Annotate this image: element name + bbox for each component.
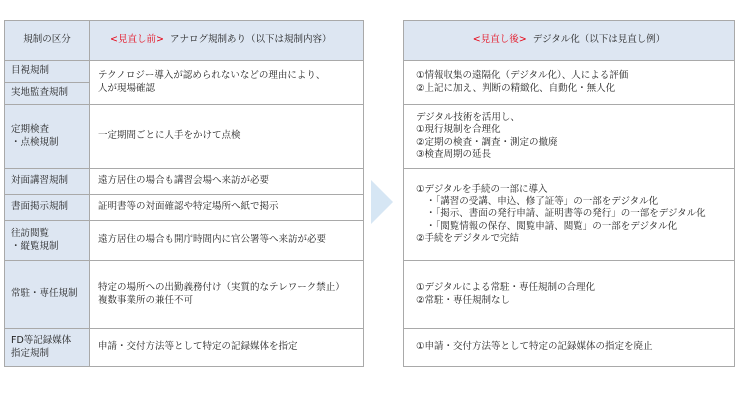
after-cell bbox=[404, 261, 735, 329]
after-line: ②手続をデジタルで完結 bbox=[416, 233, 519, 245]
after-line: ②定期の検査・調査・測定の撤廃 bbox=[416, 136, 558, 148]
after-line: ③検査周期の延長 bbox=[416, 148, 492, 160]
content-cell bbox=[90, 61, 364, 105]
after-line: ①現行規制を合理化 bbox=[416, 124, 501, 136]
content-line: 人が現場確認 bbox=[98, 82, 156, 94]
after-cell: ①申請・交付方法等として特定の記録媒体の指定を廃止 bbox=[404, 329, 735, 367]
category-cell: 常駐・専任規制 bbox=[5, 261, 90, 329]
category-header: 規制の区分 bbox=[5, 21, 90, 61]
before-tag: <見直し前> bbox=[110, 34, 164, 46]
after-line: ②常駐・専任規制なし bbox=[416, 294, 511, 306]
category-cell: 対面講習規制 bbox=[5, 169, 90, 195]
content-line: テクノロジー導入が認められないなどの理由により、 bbox=[98, 70, 326, 82]
after-header-text: デジタル化（以下は見直し例） bbox=[532, 34, 666, 46]
category-cell: 書面掲示規制 bbox=[5, 195, 90, 221]
category-line: 指定規制 bbox=[11, 347, 50, 359]
content-cell: 遠方居住の場合も講習会場へ来訪が必要 bbox=[90, 169, 364, 195]
content-line: 複数事業所の兼任不可 bbox=[98, 294, 194, 306]
category-cell bbox=[5, 221, 90, 261]
after-line: ①デジタルによる常駐・専任規制の合理化 bbox=[416, 282, 595, 294]
category-cell bbox=[5, 329, 90, 367]
after-table bbox=[403, 20, 735, 367]
after-tag: <見直し後> bbox=[472, 34, 527, 46]
after-header bbox=[404, 21, 735, 61]
category-cell: 目視規制 bbox=[5, 61, 90, 83]
content-cell: 遠方居住の場合も開庁時間内に官公署等へ来訪が必要 bbox=[90, 221, 364, 261]
after-sub-line: ・「閲覧情報の保存、閲覧申請、閲覧」の一部をデジタル化 bbox=[426, 220, 678, 232]
category-cell bbox=[5, 105, 90, 169]
category-line: 定期検査 bbox=[11, 124, 50, 136]
arrow-right-icon bbox=[371, 180, 393, 224]
content-line: 特定の場所への出勤義務付け（実質的なテレワーク禁止） bbox=[98, 282, 345, 294]
after-sub-line: ・「掲示、書面の発行申請、証明書等の発行」の一部をデジタル化 bbox=[426, 208, 706, 220]
after-cell bbox=[404, 61, 735, 105]
after-line: ②上記に加え、判断の精緻化、自動化・無人化 bbox=[416, 82, 616, 94]
before-header bbox=[90, 21, 364, 61]
after-cell bbox=[404, 105, 735, 169]
category-line: ・縦覧規制 bbox=[11, 240, 59, 252]
content-cell: 証明書等の対面確認や特定場所へ紙で掲示 bbox=[90, 195, 364, 221]
content-cell: 申請・交付方法等として特定の記録媒体を指定 bbox=[90, 329, 364, 367]
category-line: FD等記録媒体 bbox=[11, 335, 72, 347]
before-header-text: アナログ規制あり（以下は規制内容） bbox=[169, 34, 332, 46]
category-line: ・点検規制 bbox=[11, 136, 59, 148]
content-cell bbox=[90, 261, 364, 329]
before-table bbox=[4, 20, 364, 367]
after-line: デジタル技術を活用し、 bbox=[416, 111, 520, 123]
category-cell: 実地監査規制 bbox=[5, 83, 90, 105]
after-cell bbox=[404, 169, 735, 261]
after-sub-line: ・「講習の受講、申込、修了証等」の一部をデジタル化 bbox=[426, 195, 659, 207]
after-line: ①情報収集の遠隔化（デジタル化）、人による評価 bbox=[416, 70, 629, 82]
after-line: ①デジタルを手続の一部に導入 bbox=[416, 183, 548, 195]
content-cell: 一定期間ごとに人手をかけて点検 bbox=[90, 105, 364, 169]
category-line: 往訪閲覧 bbox=[11, 228, 50, 240]
